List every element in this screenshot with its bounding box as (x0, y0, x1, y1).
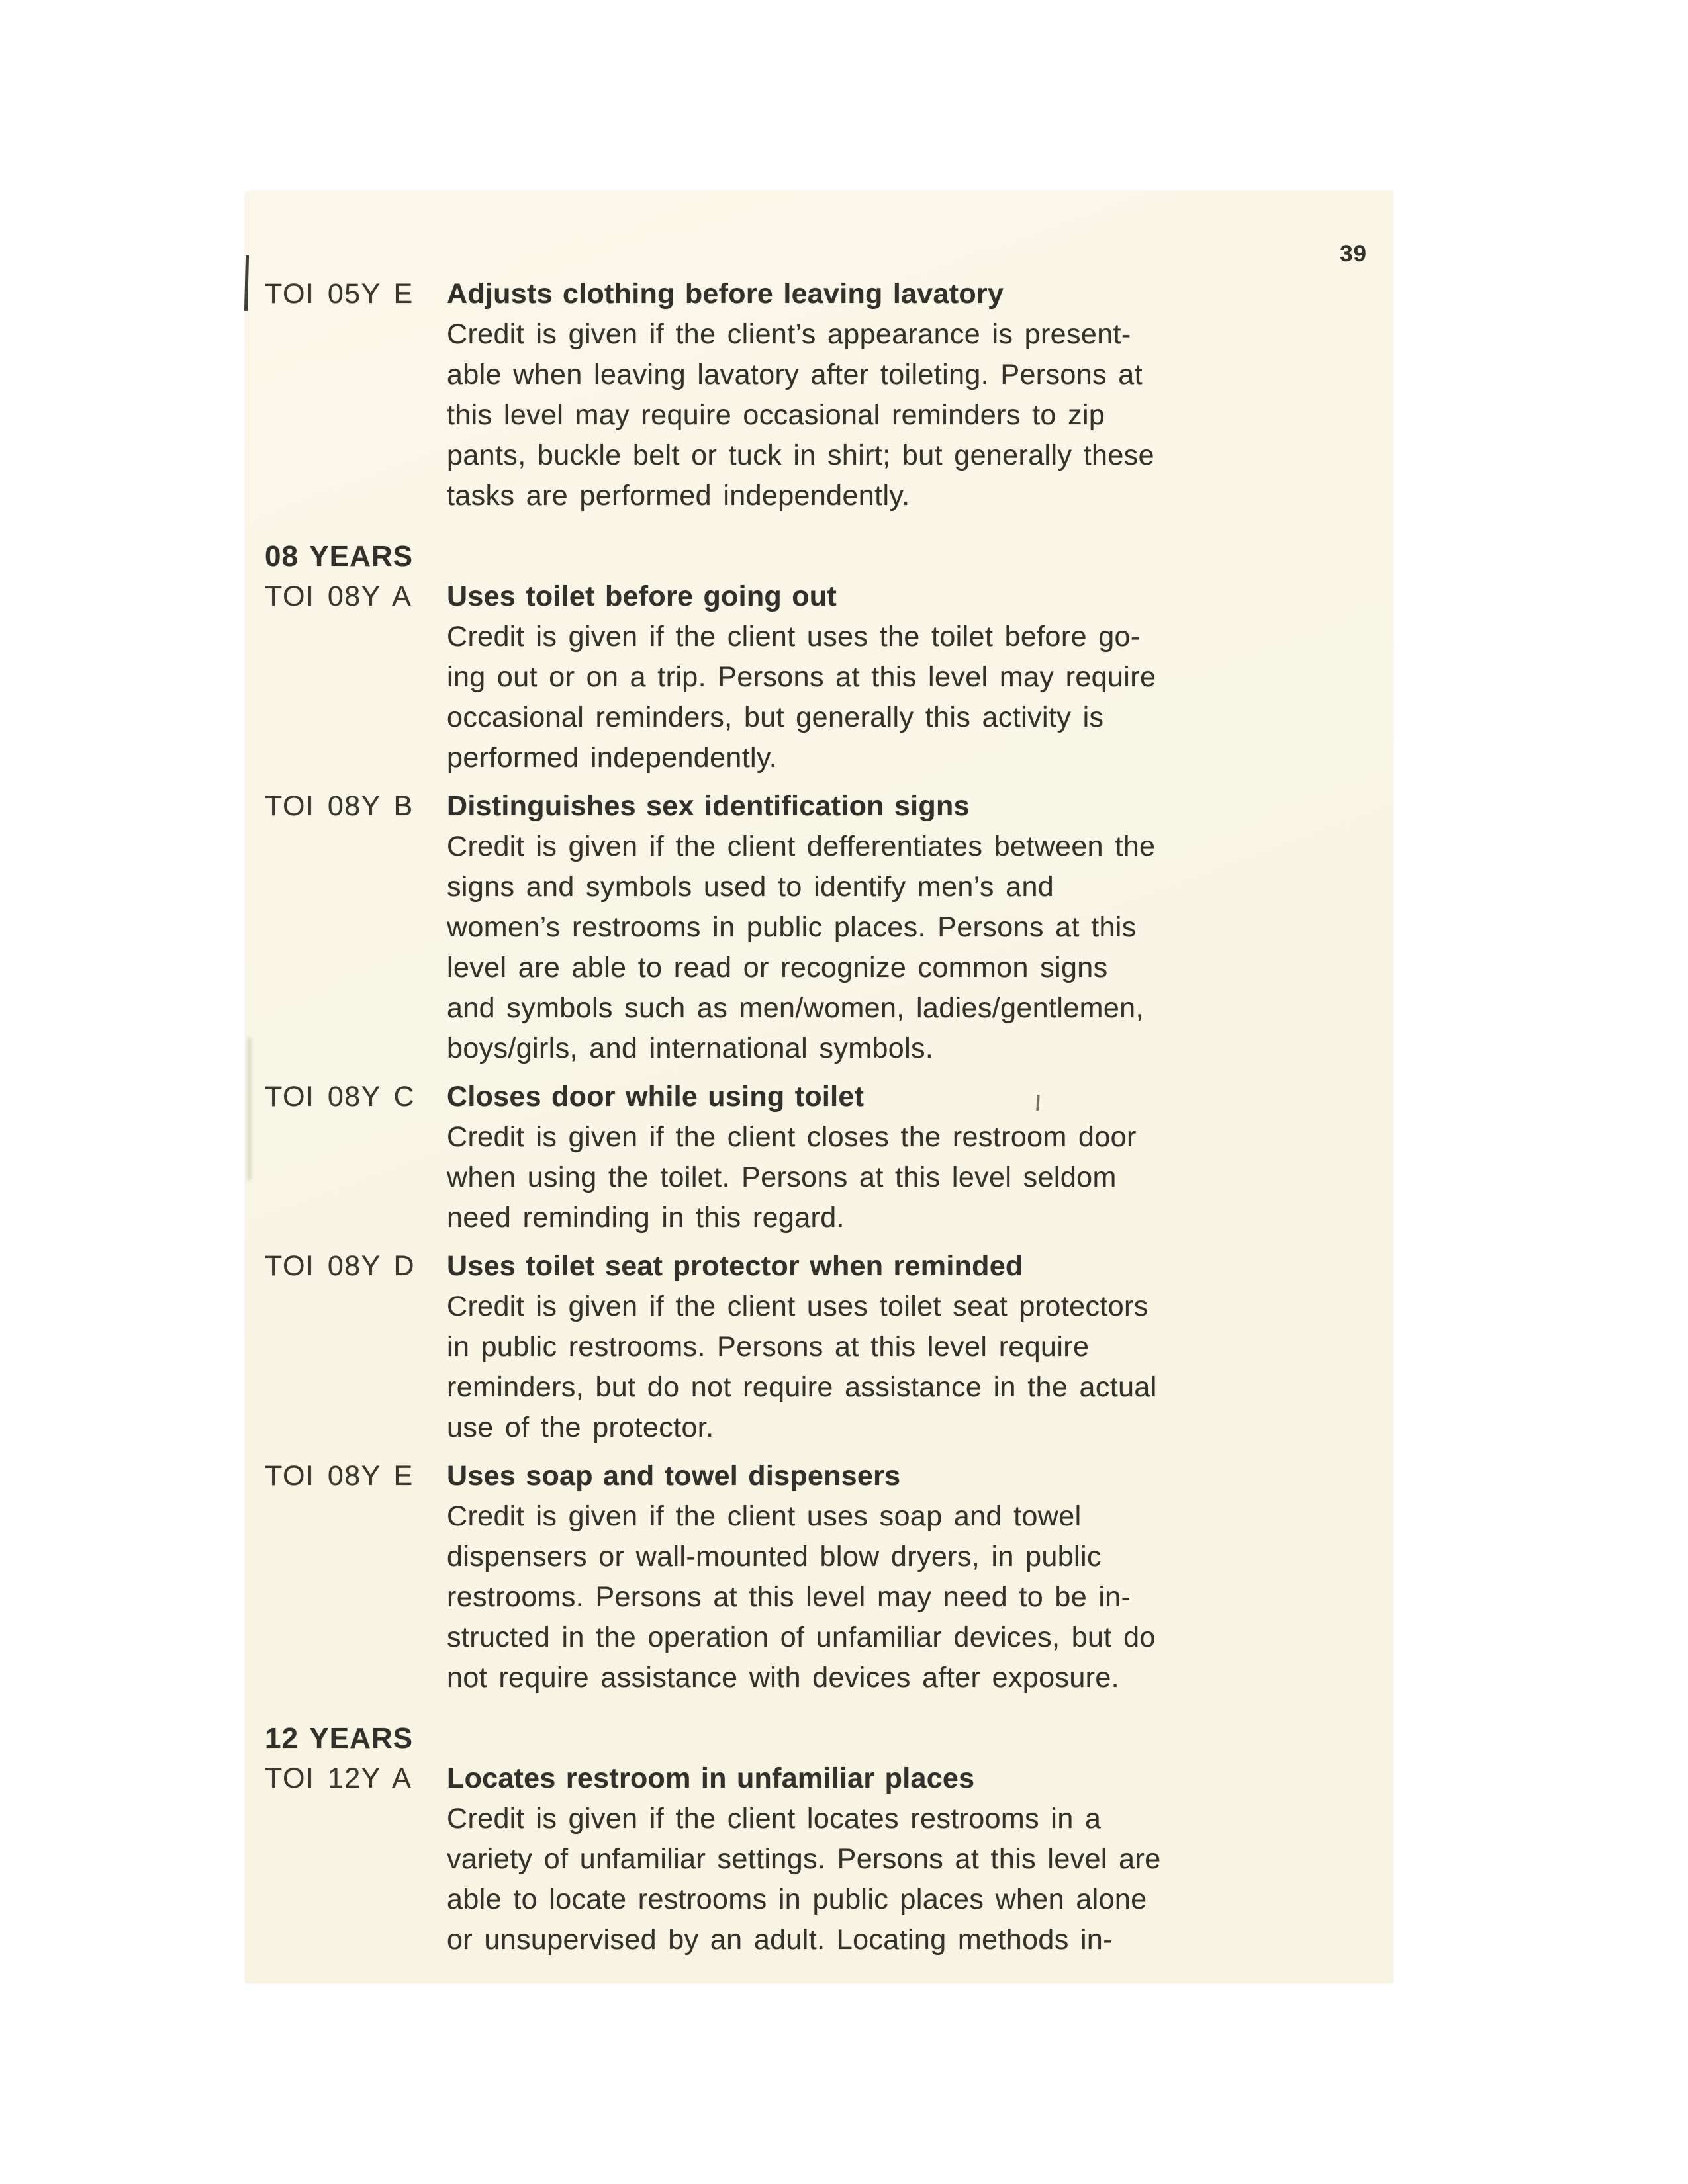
body-line: Credit is given if the client closes the restroom door (447, 1121, 1137, 1153)
year-group (265, 1718, 1377, 1960)
item-text (447, 274, 1154, 516)
scan-artifact-mark (244, 255, 249, 311)
body-line: Credit is given if the client’s appearance is present- (447, 318, 1131, 350)
year-heading: 08 YEARS (265, 540, 413, 572)
item-title: Uses toilet before going out (447, 580, 837, 612)
body-line: Credit is given if the client uses toilet seat protectors (447, 1291, 1149, 1322)
skill-item (265, 1456, 1377, 1698)
body-line: in public restrooms. Persons at this level require (447, 1331, 1090, 1363)
page-number: 39 (1340, 241, 1367, 267)
body-line: occasional reminders, but generally this activity is (447, 702, 1104, 733)
body-line: Credit is given if the client uses soap and towel (447, 1500, 1082, 1532)
skill-item (265, 786, 1377, 1069)
year-heading: 12 YEARS (265, 1722, 413, 1754)
body-line: dispensers or wall-mounted blow dryers, in public (447, 1541, 1102, 1572)
item-code: TOI 12Y A (265, 1762, 412, 1794)
item-code: TOI 05Y E (265, 278, 414, 310)
item-text (447, 1456, 1156, 1698)
body-line: boys/girls, and international symbols. (447, 1032, 934, 1064)
body-line: variety of unfamiliar settings. Persons at this level are (447, 1843, 1161, 1875)
item-title: Adjusts clothing before leaving lavatory (447, 278, 1004, 310)
body-line: signs and symbols used to identify men’s and (447, 871, 1055, 903)
body-line: this level may require occasional reminders to zip (447, 399, 1105, 431)
body-line: ing out or on a trip. Persons at this level may require (447, 661, 1156, 693)
body-line: Credit is given if the client locates restrooms in a (447, 1803, 1102, 1835)
item-text (447, 1077, 1137, 1238)
body-line: tasks are performed independently. (447, 480, 910, 512)
body-line: able when leaving lavatory after toileting. Persons at (447, 359, 1143, 390)
body-line: Credit is given if the client uses the toilet before go- (447, 621, 1141, 653)
document-page (245, 191, 1393, 1983)
body-line: women’s restrooms in public places. Persons at this (447, 911, 1137, 943)
body-line: level are able to read or recognize common signs (447, 952, 1108, 983)
skill-item (265, 1758, 1377, 1960)
document-content (265, 274, 1377, 1960)
year-group (265, 274, 1377, 516)
item-title: Uses soap and towel dispensers (447, 1460, 901, 1492)
item-code: TOI 08Y A (265, 580, 412, 612)
body-line: not require assistance with devices after exposure. (447, 1662, 1120, 1694)
skill-item (265, 1246, 1377, 1448)
body-line: or unsupervised by an adult. Locating methods in- (447, 1924, 1113, 1956)
item-code: TOI 08Y B (265, 790, 414, 822)
item-text (447, 786, 1155, 1069)
body-line: Credit is given if the client defferentiates between the (447, 831, 1156, 862)
body-line: pants, buckle belt or tuck in shirt; but generally these (447, 439, 1154, 471)
body-line: structed in the operation of unfamiliar devices, but do (447, 1621, 1156, 1653)
skill-item (265, 1077, 1377, 1238)
skill-item (265, 576, 1377, 778)
scan-artifact-smudge (247, 1038, 252, 1180)
body-line: need reminding in this regard. (447, 1202, 845, 1234)
item-text (447, 1246, 1157, 1448)
item-title: Locates restroom in unfamiliar places (447, 1762, 975, 1794)
body-line: and symbols such as men/women, ladies/gentlemen, (447, 992, 1144, 1024)
item-text (447, 576, 1156, 778)
year-group (265, 536, 1377, 1698)
item-code: TOI 08Y E (265, 1460, 414, 1492)
item-code: TOI 08Y D (265, 1250, 416, 1282)
body-line: use of the protector. (447, 1412, 714, 1443)
body-line: able to locate restrooms in public places when alone (447, 1884, 1147, 1915)
item-code: TOI 08Y C (265, 1081, 416, 1113)
item-title: Distinguishes sex identification signs (447, 790, 970, 822)
skill-item (265, 274, 1377, 516)
item-text (447, 1758, 1161, 1960)
body-line: reminders, but do not require assistance in the actual (447, 1371, 1157, 1403)
body-line: performed independently. (447, 742, 778, 774)
item-title: Uses toilet seat protector when reminded (447, 1250, 1023, 1282)
body-line: when using the toilet. Persons at this level seldom (447, 1161, 1117, 1193)
body-line: restrooms. Persons at this level may need to be in- (447, 1581, 1131, 1613)
item-title: Closes door while using toilet (447, 1081, 865, 1113)
